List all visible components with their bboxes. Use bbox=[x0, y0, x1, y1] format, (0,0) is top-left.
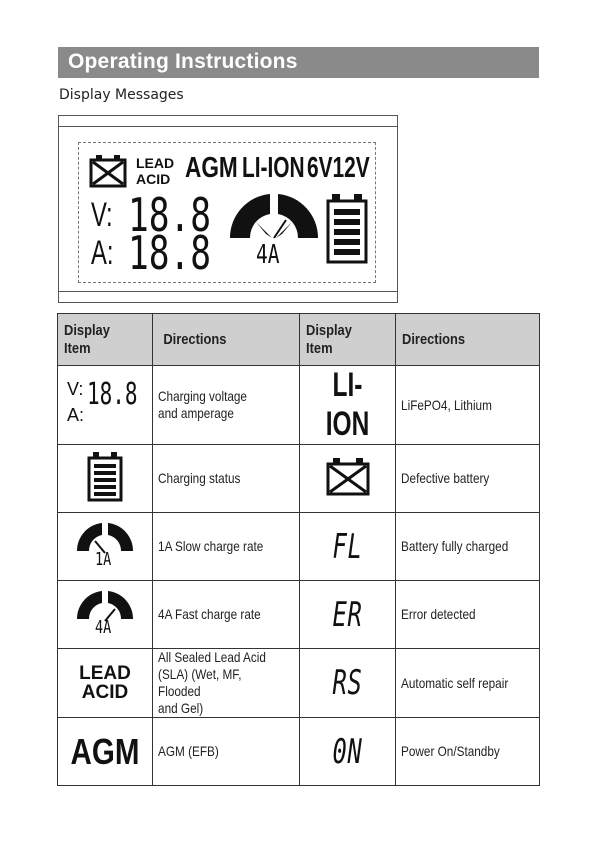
lcd-v-label: V: bbox=[91, 196, 113, 234]
battery-level-icon bbox=[58, 445, 153, 513]
header-directions-left: Directions bbox=[153, 314, 300, 366]
defective-battery-description: Defective battery bbox=[396, 445, 540, 513]
lcd-lead-label: LEAD bbox=[136, 155, 175, 171]
li-ion-description: LiFePO4, Lithium bbox=[396, 366, 540, 445]
table-row bbox=[58, 649, 540, 718]
power-on-description: Power On/Standby bbox=[396, 718, 540, 786]
lead-acid-label: LEAD ACID bbox=[58, 649, 153, 718]
lcd-digits-bottom: 18.8 bbox=[128, 226, 212, 280]
header-display-item-right: Display Item bbox=[300, 314, 396, 366]
header-directions-right: Directions bbox=[396, 314, 540, 366]
section-title: Operating Instructions bbox=[68, 50, 298, 73]
volt-amp-readout-icon: V: A: 18.8 bbox=[58, 366, 153, 445]
lcd-li-ion-label: LI-ION bbox=[242, 152, 305, 184]
slow-charge-description: 1A Slow charge rate bbox=[153, 513, 300, 581]
charging-status-description: Charging status bbox=[153, 445, 300, 513]
lcd-digits-top: 18.8 bbox=[128, 188, 212, 242]
fl-segment-code: FL bbox=[300, 513, 396, 581]
agm-description: AGM (EFB) bbox=[153, 718, 300, 786]
er-segment-code: ER bbox=[300, 581, 396, 649]
lcd-agm-label: AGM bbox=[185, 152, 238, 184]
defective-battery-icon bbox=[89, 154, 127, 188]
slow-charge-gauge-icon: 1A bbox=[58, 513, 153, 581]
table-row bbox=[58, 581, 540, 649]
lcd-a-label: A: bbox=[91, 234, 114, 272]
fast-charge-gauge-icon: 4A bbox=[58, 581, 153, 649]
self-repair-description: Automatic self repair bbox=[396, 649, 540, 718]
lcd-charge-gauge-icon bbox=[226, 190, 322, 246]
lcd-acid-label: ACID bbox=[136, 171, 171, 187]
table-row bbox=[58, 513, 540, 581]
subsection-title: Display Messages bbox=[59, 87, 184, 103]
as-segment-code: RS bbox=[300, 649, 396, 718]
section-title-bar bbox=[58, 47, 539, 78]
on-segment-code: 0N bbox=[300, 718, 396, 786]
lcd-voltage-label: 6V12V bbox=[307, 152, 370, 184]
battery-icon bbox=[87, 452, 123, 502]
charging-voltage-description: Charging voltage and amperage bbox=[153, 366, 300, 445]
agm-label: AGM bbox=[58, 718, 153, 786]
li-ion-label: LI-ION bbox=[300, 366, 396, 445]
table-header-row bbox=[58, 314, 540, 366]
display-items-table bbox=[57, 313, 540, 786]
table-row bbox=[58, 366, 540, 445]
header-display-item-left: Display Item bbox=[58, 314, 153, 366]
fast-charge-description: 4A Fast charge rate bbox=[153, 581, 300, 649]
table-row bbox=[58, 718, 540, 786]
error-detected-description: Error detected bbox=[396, 581, 540, 649]
lcd-battery-level-icon bbox=[326, 194, 368, 264]
lead-acid-description: All Sealed Lead Acid (SLA) (Wet, MF, Flooded and Gel) bbox=[153, 649, 300, 718]
defective-battery-icon bbox=[300, 445, 396, 513]
lcd-rate-label: 4A bbox=[256, 240, 280, 270]
fully-charged-description: Battery fully charged bbox=[396, 513, 540, 581]
table-row bbox=[58, 445, 540, 513]
